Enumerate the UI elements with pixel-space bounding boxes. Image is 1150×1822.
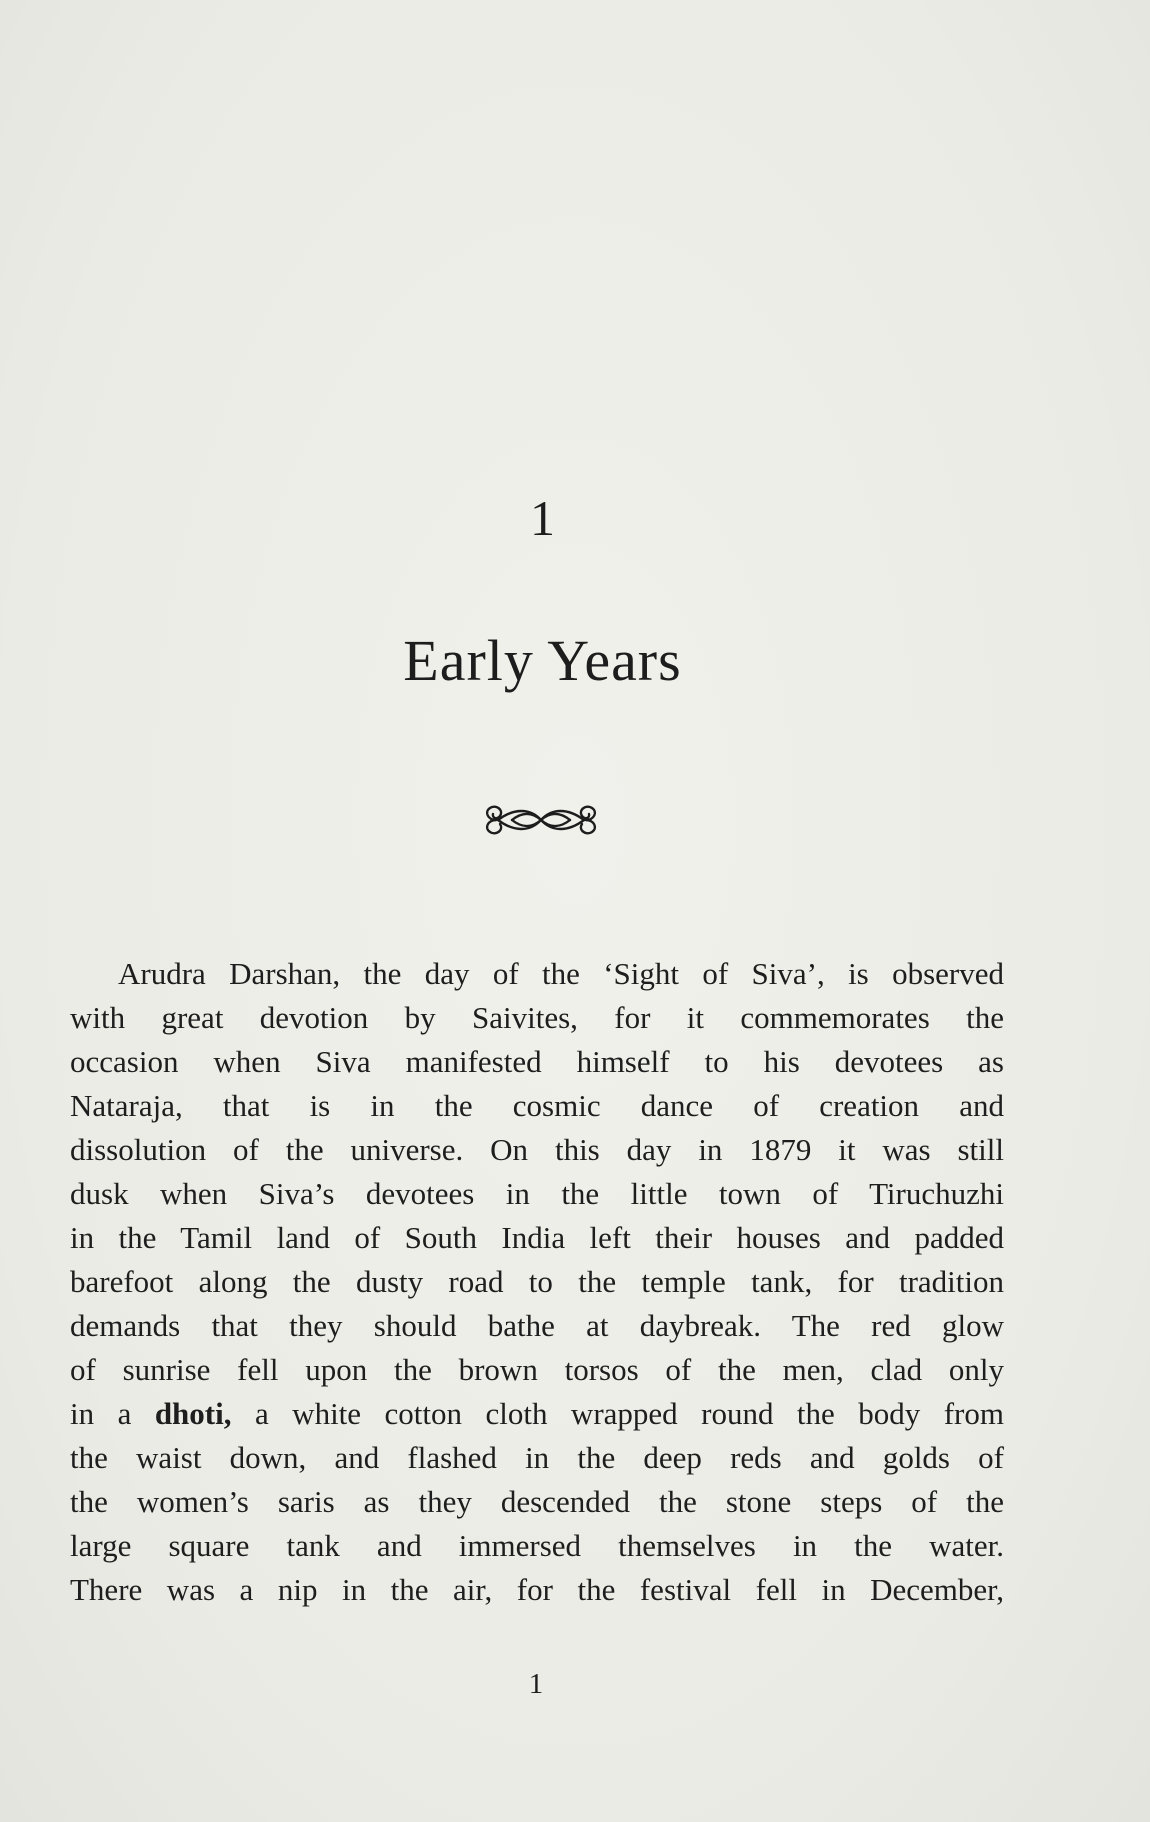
text-line: dusk when Siva’s devotees in the little town of Tiruchuzhi <box>70 1176 1004 1211</box>
text-line: in the Tamil land of South India left their houses and padded <box>70 1220 1004 1255</box>
text-line: the waist down, and flashed in the deep reds and golds of <box>70 1440 1004 1475</box>
text-line: Arudra Darshan, the day of the ‘Sight of Siva’, is observed <box>118 956 1004 991</box>
text-line: with great devotion by Saivites, for it commemorates the <box>70 1000 1004 1035</box>
text-line: demands that they should bathe at daybreak. The red glow <box>70 1308 1004 1343</box>
body-paragraph <box>70 952 1004 1612</box>
text-line: large square tank and immersed themselves in the water. <box>70 1528 1004 1563</box>
text-line: dissolution of the universe. On this day in 1879 it was still <box>70 1132 1004 1167</box>
text-segment: in a <box>70 1396 155 1431</box>
text-line: There was a nip in the air, for the festival fell in December, <box>70 1572 1004 1607</box>
text-line: the women’s saris as they descended the stone steps of the <box>70 1484 1004 1519</box>
chapter-title: Early Years <box>403 628 682 693</box>
emphasized-term: dhoti, <box>154 1396 232 1431</box>
chapter-number: 1 <box>530 490 555 546</box>
text-line-with-term <box>70 1392 1004 1436</box>
text-line: of sunrise fell upon the brown torsos of the men, clad only <box>70 1352 1004 1387</box>
text-segment: a white cotton cloth wrapped round the body from <box>231 1396 1004 1431</box>
page-number: 1 <box>528 1668 544 1700</box>
text-line: barefoot along the dusty road to the temple tank, for tradition <box>70 1264 1004 1299</box>
text-line: Nataraja, that is in the cosmic dance of creation and <box>70 1088 1004 1123</box>
text-line: occasion when Siva manifested himself to his devotees as <box>70 1044 1004 1079</box>
flourish-ornament-icon <box>478 798 604 842</box>
